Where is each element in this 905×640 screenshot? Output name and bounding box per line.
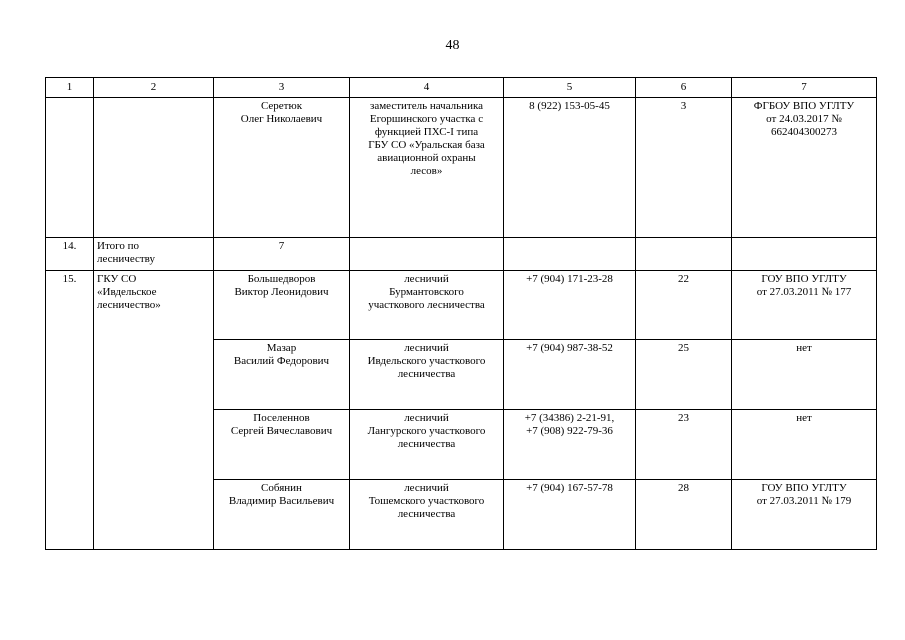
education-cell: нет — [732, 410, 877, 480]
education-cell: нет — [732, 340, 877, 410]
column-number: 1 — [46, 78, 94, 98]
phone-cell: +7 (34386) 2-21-91, +7 (908) 922-79-36 — [504, 410, 636, 480]
person-name-cell: Собянин Владимир Васильевич — [214, 480, 350, 550]
phone-cell: +7 (904) 987-38-52 — [504, 340, 636, 410]
experience-cell: 28 — [636, 480, 732, 550]
person-name-cell: Поселеннов Сергей Вячеславович — [214, 410, 350, 480]
column-number: 4 — [350, 78, 504, 98]
phone-cell: +7 (904) 171-23-28 — [504, 271, 636, 340]
row-number-cell: 15. — [46, 271, 94, 550]
phone-cell: +7 (904) 167-57-78 — [504, 480, 636, 550]
position-cell — [350, 238, 504, 271]
person-name-cell: Большедворов Виктор Леонидович — [214, 271, 350, 340]
column-number: 6 — [636, 78, 732, 98]
position-cell: лесничий Бурмантовского участкового лесничества — [350, 271, 504, 340]
column-number: 5 — [504, 78, 636, 98]
organization-cell — [94, 98, 214, 238]
position-cell: лесничий Лангурского участкового лесничества — [350, 410, 504, 480]
person-count-cell: 7 — [214, 238, 350, 271]
experience-cell: 22 — [636, 271, 732, 340]
experience-cell: 25 — [636, 340, 732, 410]
forestry-staff-table — [45, 77, 877, 550]
column-number: 7 — [732, 78, 877, 98]
experience-cell — [636, 238, 732, 271]
education-cell: ФГБОУ ВПО УГЛТУ от 24.03.2017 № 662404300273 — [732, 98, 877, 238]
page-number: 48 — [445, 38, 460, 53]
education-cell: ГОУ ВПО УГЛТУ от 27.03.2011 № 179 — [732, 480, 877, 550]
column-numbers-row — [46, 78, 877, 98]
experience-cell: 3 — [636, 98, 732, 238]
table-row — [46, 98, 877, 238]
organization-cell: Итого по лесничеству — [94, 238, 214, 271]
position-cell: лесничий Тошемского участкового лесничества — [350, 480, 504, 550]
education-cell: ГОУ ВПО УГЛТУ от 27.03.2011 № 177 — [732, 271, 877, 340]
column-number: 3 — [214, 78, 350, 98]
person-name-cell: Мазар Василий Федорович — [214, 340, 350, 410]
table-row-total — [46, 238, 877, 271]
table-row — [46, 271, 877, 340]
row-number-cell: 14. — [46, 238, 94, 271]
column-number: 2 — [94, 78, 214, 98]
position-cell: лесничий Ивдельского участкового лесничества — [350, 340, 504, 410]
person-name-cell: Серетюк Олег Николаевич — [214, 98, 350, 238]
position-cell: заместитель начальника Егоршинского участка с функцией ПХС-I типа ГБУ СО «Уральская база авиационной охраны лесов» — [350, 98, 504, 238]
organization-cell: ГКУ СО «Ивдельское лесничество» — [94, 271, 214, 550]
education-cell — [732, 238, 877, 271]
phone-cell — [504, 238, 636, 271]
experience-cell: 23 — [636, 410, 732, 480]
row-number-cell — [46, 98, 94, 238]
phone-cell: 8 (922) 153-05-45 — [504, 98, 636, 238]
